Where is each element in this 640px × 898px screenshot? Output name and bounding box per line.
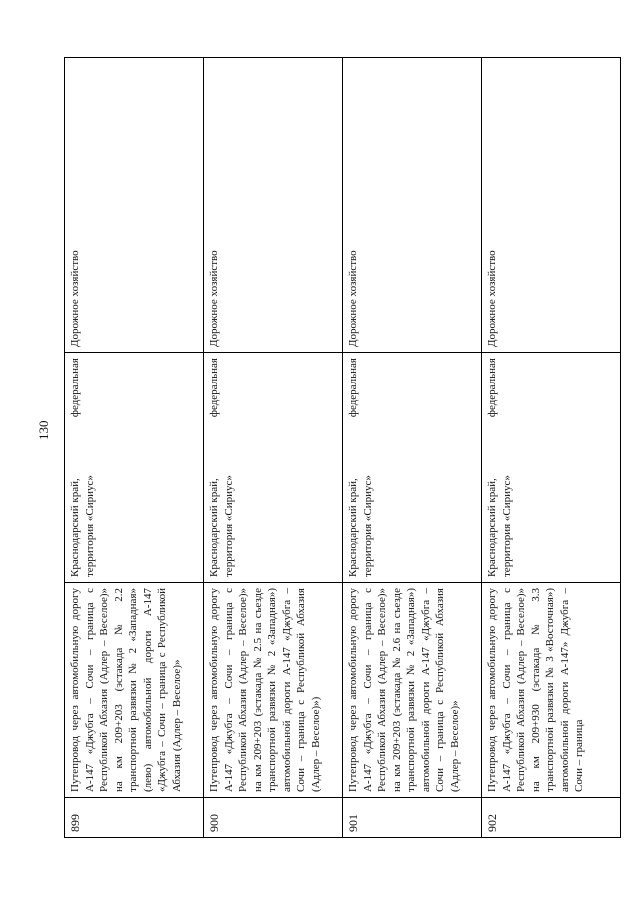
object-name: Путепровод через автомобильную дорогу А-147 «Джубга – Сочи – граница с Республикой Абхазия (Адлер – Веселое)» на км 209+203 (эстакада № 2.2 транспортной развязки № 2 «Западная» (лево) автомобильной дороги А-147 «Джубга – Сочи – граница с Республикой Абхазия (Адлер – Веселое)» — [65, 583, 204, 798]
row-number: 901 — [343, 798, 482, 838]
territory-cell — [204, 353, 343, 583]
row-number: 900 — [204, 798, 343, 838]
page-number: 130 — [36, 420, 51, 440]
row-number: 899 — [65, 798, 204, 838]
territory-federal: федеральная — [208, 358, 220, 418]
territory-federal: федеральная — [347, 358, 359, 418]
table-row — [65, 58, 204, 838]
territory-cell — [343, 353, 482, 583]
object-name: Путепровод через автомобильную дорогу А-147 «Джубга – Сочи – граница с Республикой Абхазия (Адлер – Веселое)» на км 209+203 (эстакада № 2.5 на съезде транспортной развязки № 2 «Западная») автомобильной дороги А-147 «Джубга – Сочи – граница с Республикой Абхазия (Адлер – Веселое)») — [204, 583, 343, 798]
territory-name: территория «Сириус» — [83, 475, 96, 577]
object-type: Дорожное хозяйство — [65, 58, 204, 353]
territory-region: Краснодарский край, — [69, 478, 81, 577]
object-type: Дорожное хозяйство — [343, 58, 482, 353]
rotated-table-container — [64, 58, 620, 838]
territory-region: Краснодарский край, — [486, 478, 498, 577]
territory-federal: федеральная — [69, 358, 81, 418]
object-name: Путепровод через автомобильную дорогу А-147 «Джубга – Сочи – граница с Республикой Абхазия (Адлер – Веселое)» на км 209+203 (эстакада № 2.6 на съезде транспортной развязки № 2 «Западная») автомобильной дороги А-147 «Джубга – Сочи – граница с Республикой Абхазия (Адлер – Веселое)» — [343, 583, 482, 798]
territory-region: Краснодарский край, — [347, 478, 359, 577]
object-name: Путепровод через автомобильную дорогу А-147 «Джубга – Сочи – граница с Республикой Абхазия (Адлер – Веселое)» на км 209+930 (эстакада № 3.3 транспортной развязки № 3 «Восточная») автомобильной дороги А-147» Джубга – Сочи – граница — [482, 583, 621, 798]
territory-federal: федеральная — [486, 358, 498, 418]
table-row — [482, 58, 621, 838]
objects-table — [64, 57, 621, 838]
object-type: Дорожное хозяйство — [482, 58, 621, 353]
territory-name: территория «Сириус» — [500, 475, 513, 577]
territory-name: территория «Сириус» — [361, 475, 374, 577]
territory-cell — [482, 353, 621, 583]
object-type: Дорожное хозяйство — [204, 58, 343, 353]
table-row — [204, 58, 343, 838]
territory-region: Краснодарский край, — [208, 478, 220, 577]
row-number: 902 — [482, 798, 621, 838]
territory-cell — [65, 353, 204, 583]
table-row — [343, 58, 482, 838]
territory-name: территория «Сириус» — [222, 475, 235, 577]
